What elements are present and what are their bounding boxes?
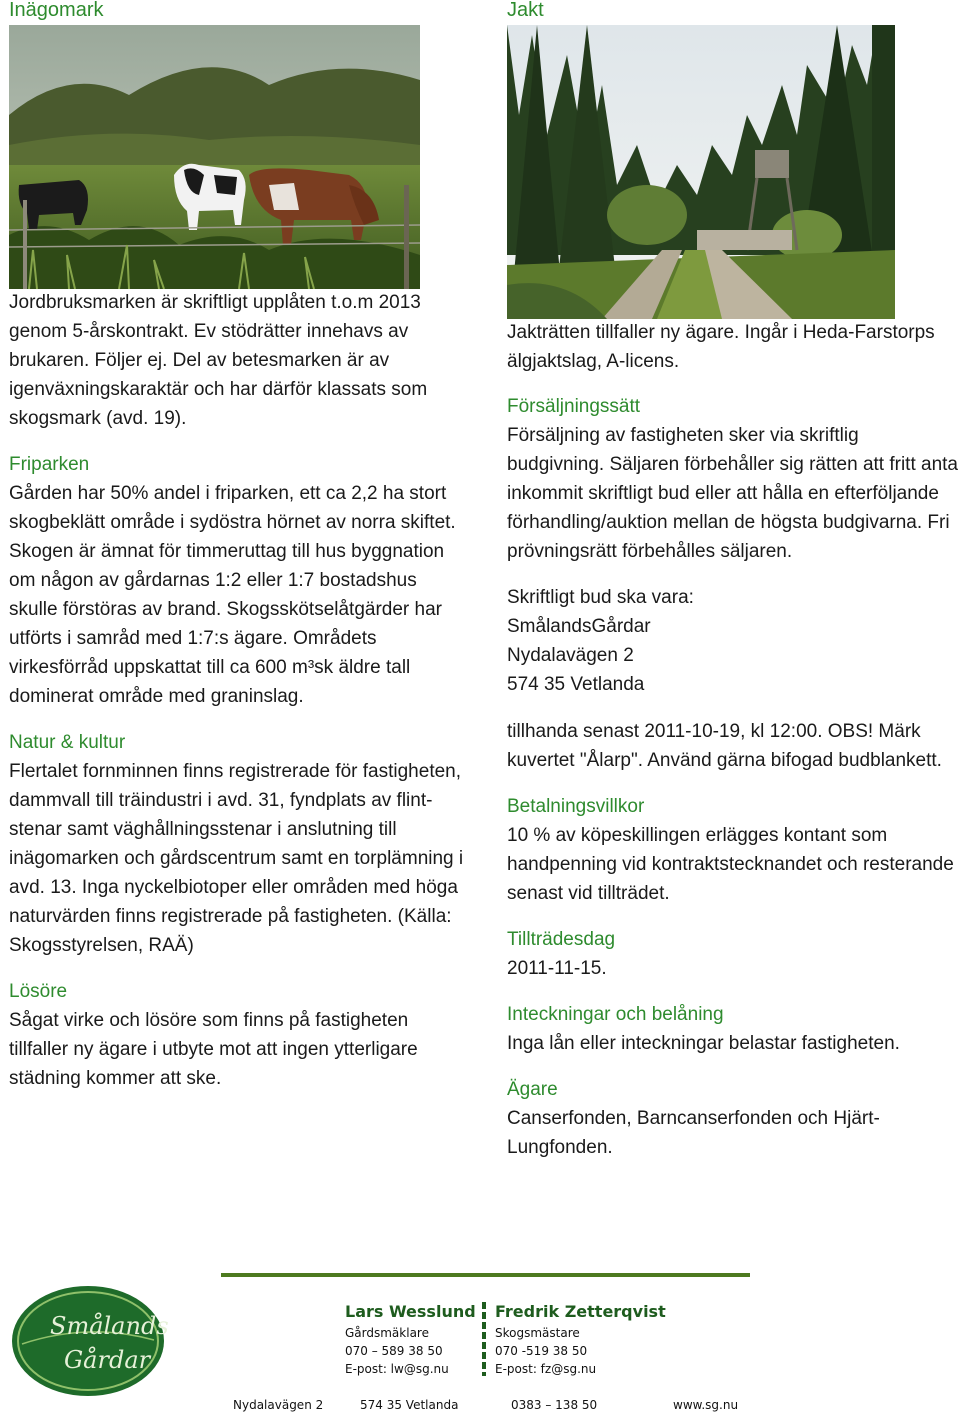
inagomark-text: Jordbruksmarken är skriftligt upplåten t.o.m 2013 genom 5-årskontrakt. Ev stödrätter innehavs av brukaren. Följer ej. Del av betesmarken är av igenväxningskaraktär och har därför klassats som skogsmark (avd. 19). — [9, 292, 428, 429]
cows-pasture-photo — [9, 25, 420, 289]
contact-divider — [482, 1302, 486, 1376]
friparken-heading: Friparken — [9, 454, 90, 475]
betalningsvillkor-text: 10 % av köpeskillingen erlägges kontant som handpenning vid kontraktstecknandet och resterande senast vid tillträdet. — [507, 825, 954, 904]
footer-postal: 574 35 Vetlanda — [360, 1398, 459, 1412]
inteckningar-text: Inga lån eller inteckningar belastar fastigheten. — [507, 1033, 900, 1054]
betalningsvillkor-heading: Betalningsvillkor — [507, 796, 645, 817]
friparken-text: Gården har 50% andel i friparken, ett ca 2,2 ha stort skogbeklätt område i sydöstra hörnet av norra skiftet. Skogen är ämnat för timmeruttag till hus byggnation om någon av gårdarnas 1:2 eller 1:7 bostadshus skulle förstöras av brand. Skogsskötselåtgärder har utförts i samråd med 1:7:s ägare. Områdets virkesförråd uppskattat till ca 600 m³sk äldre tall dominerat område med graninslag. — [9, 483, 456, 707]
jakt-heading: Jakt — [507, 0, 544, 21]
contact-fredrik-phone: 070 -519 38 50 — [495, 1344, 588, 1358]
bud-city: 574 35 Vetlanda — [507, 674, 645, 695]
forest-road-image — [507, 25, 895, 319]
agare-text: Canserfonden, Barncanserfonden och Hjärt-Lungfonden. — [507, 1108, 880, 1158]
left-column — [9, 0, 464, 1093]
bud-street: Nydalavägen 2 — [507, 645, 634, 666]
bud-address-block — [507, 583, 960, 699]
tilltradesdag-text: 2011-11-15. — [507, 958, 607, 979]
forest-road-photo — [507, 25, 895, 319]
bud-deadline-text: tillhanda senast 2011-10-19, kl 12:00. OBS! Märk kuvertet "Ålarp". Använd gärna bifogad budblankett. — [507, 721, 942, 771]
natur-kultur-text: Flertalet fornminnen finns registrerade för fastigheten, dammvall till träindustri i avd. 31, fyndplats av flint-stenar samt väghållningsstenar i anslutning till inägomarken och gårdscentrum samt en torplämning i avd. 13. Inga nyckelbiotoper eller områden med höga naturvärden finns registrerade på fastigheten. (Källa: Skogsstyrelsen, RAÄ) — [9, 761, 464, 956]
contact-fredrik-name: Fredrik Zetterqvist — [495, 1302, 666, 1321]
forsaljningssatt-text: Försäljning av fastigheten sker via skriftlig budgivning. Säljaren förbehåller sig rätten att fritt anta inkommit skriftligt bud eller att hålla en efterföljande förhandling/auktion mellan de högsta budgivarna. Fri prövningsrätt förbehålles säljaren. — [507, 425, 958, 562]
inagomark-heading: Inägomark — [9, 0, 104, 21]
contact-lars-phone: 070 – 589 38 50 — [345, 1344, 443, 1358]
right-column — [507, 0, 960, 1162]
contact-fredrik-email: E-post: fz@sg.nu — [495, 1362, 597, 1376]
contact-lars-title: Gårdsmäklare — [345, 1326, 429, 1340]
losore-text: Sågat virke och lösöre som finns på fastigheten tillfaller ny ägare i utbyte mot att ingen ytterligare städning kommer att ske. — [9, 1010, 418, 1089]
tilltradesdag-heading: Tillträdesdag — [507, 929, 616, 950]
bud-company: SmålandsGårdar — [507, 616, 651, 637]
footer-address: Nydalavägen 2 — [233, 1398, 324, 1412]
contact-fredrik-title: Skogsmästare — [495, 1326, 580, 1340]
footer-rule — [221, 1273, 750, 1277]
jakt-text: Jakträtten tillfaller ny ägare. Ingår i Heda-Farstorps älgjaktslag, A-licens. — [507, 322, 935, 372]
agare-heading: Ägare — [507, 1079, 558, 1100]
footer-website[interactable]: www.sg.nu — [673, 1398, 739, 1412]
footer-phone: 0383 – 138 50 — [511, 1398, 598, 1412]
logo-text-line2: Gårdar — [64, 1346, 151, 1374]
smalands-gardar-logo — [8, 1282, 168, 1400]
logo-text-line1: Smålands — [50, 1312, 168, 1340]
forsaljningssatt-heading: Försäljningssätt — [507, 396, 641, 417]
contact-lars-email: E-post: lw@sg.nu — [345, 1362, 449, 1376]
cows-pasture-image — [9, 25, 420, 289]
contact-fredrik — [495, 1300, 666, 1378]
natur-kultur-heading: Natur & kultur — [9, 732, 126, 753]
contact-lars-name: Lars Wesslund — [345, 1302, 476, 1321]
contact-lars — [345, 1300, 476, 1378]
inteckningar-heading: Inteckningar och belåning — [507, 1004, 724, 1025]
bud-intro: Skriftligt bud ska vara: — [507, 587, 694, 608]
losore-heading: Lösöre — [9, 981, 68, 1002]
